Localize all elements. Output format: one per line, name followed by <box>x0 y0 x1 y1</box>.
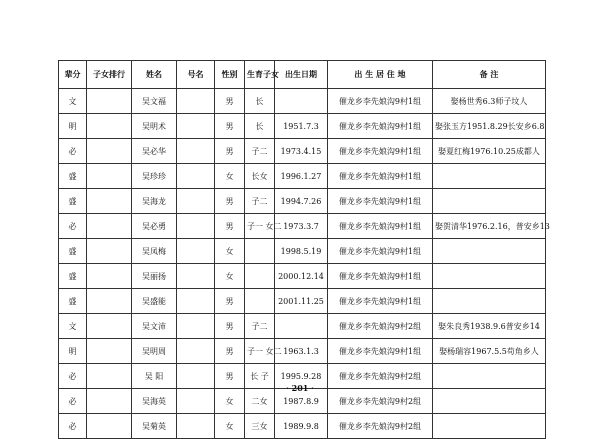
table-cell: 1973.3.7 <box>275 214 328 239</box>
table-cell: 娶杨瑞容1967.5.5苟角乡人 <box>433 339 546 364</box>
table-cell: 1987.8.9 <box>275 389 328 414</box>
header-cell: 子女排行 <box>87 61 132 89</box>
header-cell: 号名 <box>177 61 215 89</box>
table-header <box>59 61 546 89</box>
table-cell <box>177 189 215 214</box>
page-number: · 201 · <box>286 383 314 393</box>
table-row <box>59 164 546 189</box>
table-cell: 盛 <box>59 164 87 189</box>
header-cell: 性别 <box>215 61 245 89</box>
children-text: 二女 <box>251 396 268 406</box>
table-row <box>59 189 546 214</box>
header-cell: 姓名 <box>132 61 177 89</box>
header-cell: 辈分 <box>59 61 87 89</box>
table-cell <box>245 314 275 339</box>
table-row <box>59 89 546 114</box>
table-cell <box>245 339 282 364</box>
table-cell: 男 <box>215 214 245 239</box>
table-cell <box>177 139 215 164</box>
table-cell: 吴文沛 <box>132 314 177 339</box>
table-cell <box>87 114 132 139</box>
header-cell: 备 注 <box>433 61 546 89</box>
table-cell <box>433 239 546 264</box>
table-cell: 娶贺清华1976.2.16，普安乡13 <box>433 214 546 239</box>
table-cell <box>177 239 215 264</box>
table-cell: 吴明周 <box>132 339 177 364</box>
table-cell: 必 <box>59 139 87 164</box>
table-cell <box>245 89 275 114</box>
table-cell: 男 <box>215 139 245 164</box>
children-text: 子一 女二 <box>247 346 282 356</box>
table-cell <box>245 164 275 189</box>
table-cell: 吴 阳 <box>132 364 177 389</box>
table-cell <box>275 314 328 339</box>
table-cell: 吴明术 <box>132 114 177 139</box>
table-cell <box>87 314 132 339</box>
table-cell: 男 <box>215 314 245 339</box>
table-cell <box>87 239 132 264</box>
table-cell: 催龙乡李先娘沟9村2组 <box>328 314 433 339</box>
table-cell <box>245 239 275 264</box>
table-cell <box>245 114 275 139</box>
table-cell: 娶朱良秀1938.9.6普安乡14 <box>433 314 546 339</box>
table-cell <box>245 414 275 439</box>
table-row <box>59 289 546 314</box>
table-cell: 催龙乡李先娘沟9村2组 <box>328 414 433 439</box>
table-cell <box>433 414 546 439</box>
table-cell: 催龙乡李先娘沟9村1组 <box>328 164 433 189</box>
table-row <box>59 414 546 439</box>
table-cell: 催龙乡李先娘沟9村1组 <box>328 114 433 139</box>
table-cell <box>87 339 132 364</box>
table-cell <box>87 289 132 314</box>
table-cell: 1973.4.15 <box>275 139 328 164</box>
table-cell: 女 <box>215 389 245 414</box>
table-cell <box>433 264 546 289</box>
table-cell: 男 <box>215 89 245 114</box>
table-row <box>59 114 546 139</box>
table-cell: 催龙乡李先娘沟9村1组 <box>328 89 433 114</box>
table-cell: 催龙乡李先娘沟9村1组 <box>328 214 433 239</box>
table-cell: 女 <box>215 264 245 289</box>
table-cell: 盛 <box>59 189 87 214</box>
table-cell: 1996.1.27 <box>275 164 328 189</box>
table-row <box>59 339 546 364</box>
table-cell <box>87 89 132 114</box>
table-cell: 必 <box>59 364 87 389</box>
table-cell: 2000.12.14 <box>275 264 328 289</box>
table-cell: 吴丽扬 <box>132 264 177 289</box>
table-cell: 娶夏红梅1976.10.25成都人 <box>433 139 546 164</box>
table-row <box>59 214 546 239</box>
header-cell-text: 生育子女 <box>247 69 279 79</box>
table-cell: 吴盛能 <box>132 289 177 314</box>
table-cell <box>433 289 546 314</box>
children-text: 子一 女二 <box>247 221 282 231</box>
table-cell: 明 <box>59 114 87 139</box>
table-cell <box>245 214 282 239</box>
table-cell <box>177 164 215 189</box>
table-cell: 1963.1.3 <box>275 339 328 364</box>
table-cell <box>87 414 132 439</box>
table-cell: 娶杨世秀6.3师子坟人 <box>433 89 546 114</box>
table-cell: 催龙乡李先娘沟9村1组 <box>328 339 433 364</box>
children-text: 子二 <box>251 321 268 331</box>
table-cell: 必 <box>59 389 87 414</box>
children-text: 长 <box>255 96 264 106</box>
children-text: 三女 <box>251 421 268 431</box>
table-cell: 1989.9.8 <box>275 414 328 439</box>
header-row <box>59 61 546 89</box>
table-cell: 盛 <box>59 289 87 314</box>
table-cell <box>87 264 132 289</box>
table-cell: 女 <box>215 414 245 439</box>
table-cell: 必 <box>59 214 87 239</box>
table-row <box>59 239 546 264</box>
table-cell <box>177 89 215 114</box>
header-cell: 出生日期 <box>275 61 328 89</box>
header-cell <box>245 61 279 89</box>
table-cell: 吴凤梅 <box>132 239 177 264</box>
table-cell: 吴文福 <box>132 89 177 114</box>
table-cell: 明 <box>59 339 87 364</box>
table-cell <box>433 189 546 214</box>
table-cell: 催龙乡李先娘沟9村1组 <box>328 289 433 314</box>
children-text: 长 <box>255 121 264 131</box>
table-cell <box>433 164 546 189</box>
table-cell: 1998.5.19 <box>275 239 328 264</box>
table-cell: 文 <box>59 89 87 114</box>
table-cell: 催龙乡李先娘沟9村1组 <box>328 264 433 289</box>
children-text: 子二 <box>251 146 268 156</box>
table-row <box>59 139 546 164</box>
table-row <box>59 264 546 289</box>
children-text: 长女 <box>251 171 268 181</box>
table-cell: 催龙乡李先娘沟9村1组 <box>328 139 433 164</box>
table-cell <box>177 414 215 439</box>
table-cell: 必 <box>59 414 87 439</box>
table-cell: 男 <box>215 114 245 139</box>
table-cell <box>177 214 215 239</box>
table-row <box>59 314 546 339</box>
table-cell: 1951.7.3 <box>275 114 328 139</box>
table-cell: 盛 <box>59 264 87 289</box>
table-cell: 吴菊英 <box>132 414 177 439</box>
table-cell: 男 <box>215 339 245 364</box>
table-cell <box>245 189 275 214</box>
table-cell: 男 <box>215 189 245 214</box>
table-cell: 1995.9.28 <box>275 364 328 389</box>
table-cell: 催龙乡李先娘沟9村1组 <box>328 189 433 214</box>
table-cell <box>87 214 132 239</box>
table-cell: 娶张玉方1951.8.29长安乡6.8 <box>433 114 546 139</box>
table-cell: 男 <box>215 289 245 314</box>
table-cell: 男 <box>215 364 245 389</box>
table-cell: 文 <box>59 314 87 339</box>
table-cell <box>245 289 275 314</box>
table-cell <box>245 139 275 164</box>
table-cell <box>87 164 132 189</box>
table-cell <box>177 289 215 314</box>
table-cell <box>87 139 132 164</box>
children-text: 子二 <box>251 196 268 206</box>
table-cell: 2001.11.25 <box>275 289 328 314</box>
table-cell <box>177 339 215 364</box>
table-cell: 催龙乡李先娘沟9村2组 <box>328 389 433 414</box>
table-cell: 催龙乡李先娘沟9村2组 <box>328 364 433 389</box>
table-cell <box>177 114 215 139</box>
table-cell: 盛 <box>59 239 87 264</box>
table-cell: 女 <box>215 239 245 264</box>
children-text: 长 子 <box>250 371 269 381</box>
table-cell <box>245 264 275 289</box>
table-cell: 女 <box>215 164 245 189</box>
table-cell: 吴海英 <box>132 389 177 414</box>
table-cell <box>275 89 328 114</box>
table-cell: 催龙乡李先娘沟9村1组 <box>328 239 433 264</box>
table-cell: 1994.7.26 <box>275 189 328 214</box>
table-cell: 吴必勇 <box>132 214 177 239</box>
table-cell <box>177 264 215 289</box>
table-cell: 吴珍珍 <box>132 164 177 189</box>
table-cell <box>177 314 215 339</box>
table-cell <box>87 189 132 214</box>
table-cell: 吴海龙 <box>132 189 177 214</box>
header-cell: 出 生 居 住 地 <box>328 61 433 89</box>
table-cell: 吴必华 <box>132 139 177 164</box>
